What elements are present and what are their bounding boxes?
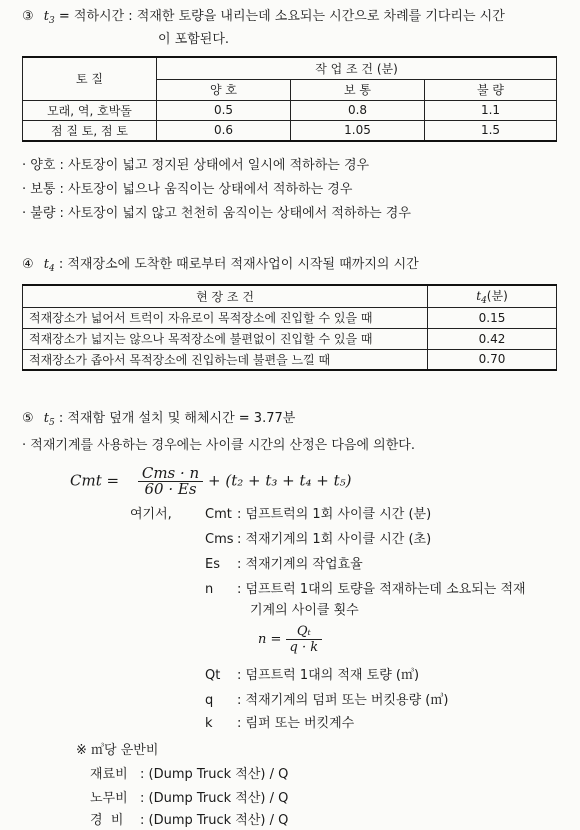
formula-denominator: q · k [289,640,319,655]
t4-heading [22,256,419,278]
cost-formula: : (Dump Truck 적산) / Q [140,813,289,828]
t4-table [22,284,557,371]
def-symbol: Cmt [205,507,232,522]
cell-bad: 1.1 [425,100,557,120]
t5-bullet: · 적재기계를 사용하는 경우에는 사이클 시간의 산정은 다음에 의한다. [22,438,415,453]
t4-symbol: $t_4$ [43,257,55,274]
cost-label: 재료비 [90,767,128,782]
cell-soil: 점 질 토, 점 토 [23,120,157,141]
table-row [23,100,557,120]
cell-value: 0.70 [428,349,557,370]
formula-denominator: 60 · Es [144,480,197,498]
cost-label: 경 비 [90,813,124,828]
table-row [23,328,557,349]
formula-fraction [286,624,323,655]
cell-average: 1.05 [291,120,425,141]
cell-good: 0.5 [157,100,291,120]
cell-good: 0.6 [157,120,291,141]
table-row [23,120,557,141]
def-description: : 적재기계의 작업효율 [237,557,363,572]
def-description: : 덤프트럭 1대의 토량을 적재하는데 소요되는 적재 [237,582,526,597]
header-conditions: 작 업 조 건 (분) [157,57,557,79]
def-description: : 림퍼 또는 버킷계수 [237,716,355,731]
formula-lhs: Cmt = [70,471,120,490]
def-symbol: k [205,716,213,731]
t5-heading [22,410,295,432]
t3-note: · 보통 : 사토장이 넓으나 움직이는 상태에서 적하하는 경우 [22,182,353,197]
t3-description-cont: 이 포함된다. [158,32,230,47]
cell-condition: 적재장소가 넓지는 않으나 목적장소에 불편없이 진입할 수 있을 때 [23,328,428,349]
def-symbol: n [205,582,214,597]
t4-description: : 적재장소에 도착한 때로부터 적재사업이 시작될 때까지의 시간 [58,257,419,272]
formula-fraction [138,466,203,497]
circled-number: ⑤ [22,411,34,426]
where-label: 여기서, [130,507,172,522]
formula-numerator: Qₜ [286,624,323,640]
t3-description: = 적하시간 : 적재한 토량을 내리는데 소요되는 시간으로 차례를 기다리는 시간 [58,9,505,24]
t5-symbol: $t_5$ [43,411,55,428]
cell-average: 0.8 [291,100,425,120]
def-symbol: Qt [205,668,221,683]
cell-value: 0.15 [428,307,557,328]
t4-symbol: $t_4$ [476,288,487,306]
header-good: 양 호 [157,79,291,100]
header-site-conditions: 현 장 조 건 [23,285,428,307]
def-description: : 적재기계의 1회 사이클 시간 (초) [237,532,432,547]
formula-numerator: Cms · n [138,466,203,482]
table-row [23,349,557,370]
def-symbol: q [205,693,214,708]
header-soil: 토 질 [23,57,157,100]
t3-symbol: $t_3$ [43,9,55,26]
cell-value: 0.42 [428,328,557,349]
cost-header: ※ ㎥당 운반비 [76,743,159,758]
header-bad: 불 량 [425,79,557,100]
cost-formula: : (Dump Truck 적산) / Q [140,767,289,782]
formula-rest: + (t₂ + t₃ + t₄ + t₅) [208,471,352,490]
def-description: 기계의 사이클 횟수 [250,603,359,618]
table-row [23,307,557,328]
def-symbol: Es [205,557,220,572]
cost-formula: : (Dump Truck 적산) / Q [140,791,289,806]
cost-label: 노무비 [90,791,128,806]
def-description: : 적재기계의 덤퍼 또는 버킷용량 (㎥) [237,693,449,708]
formula-lhs: n = [258,632,282,647]
cell-condition: 적재장소가 넓어서 트럭이 자유로이 목적장소에 진입할 수 있을 때 [23,307,428,328]
header-average: 보 통 [291,79,425,100]
circled-number: ④ [22,257,34,272]
t5-description: : 적재함 덮개 설치 및 해체시간 = 3.77분 [58,411,296,426]
n-formula [258,624,322,655]
cell-bad: 1.5 [425,120,557,141]
t3-table [22,56,557,142]
def-symbol: Cms [205,532,234,547]
t3-note: · 불량 : 사토장이 넓지 않고 천천히 움직이는 상태에서 적하하는 경우 [22,206,411,221]
t3-heading [22,8,505,30]
cell-condition: 적재장소가 좁아서 목적장소에 진입하는데 불편을 느낄 때 [23,349,428,370]
cell-soil: 모래, 역, 호박돌 [23,100,157,120]
circled-number: ③ [22,9,34,24]
def-description: : 덤프트럭 1대의 적재 토량 (㎥) [237,668,420,683]
t3-note: · 양호 : 사토장이 넓고 정지된 상태에서 일시에 적하하는 경우 [22,158,370,173]
def-description: : 덤프트럭의 1회 사이클 시간 (분) [237,507,432,522]
header-t4-unit: $t_4$(분) [428,285,557,307]
cycle-formula [70,466,352,497]
